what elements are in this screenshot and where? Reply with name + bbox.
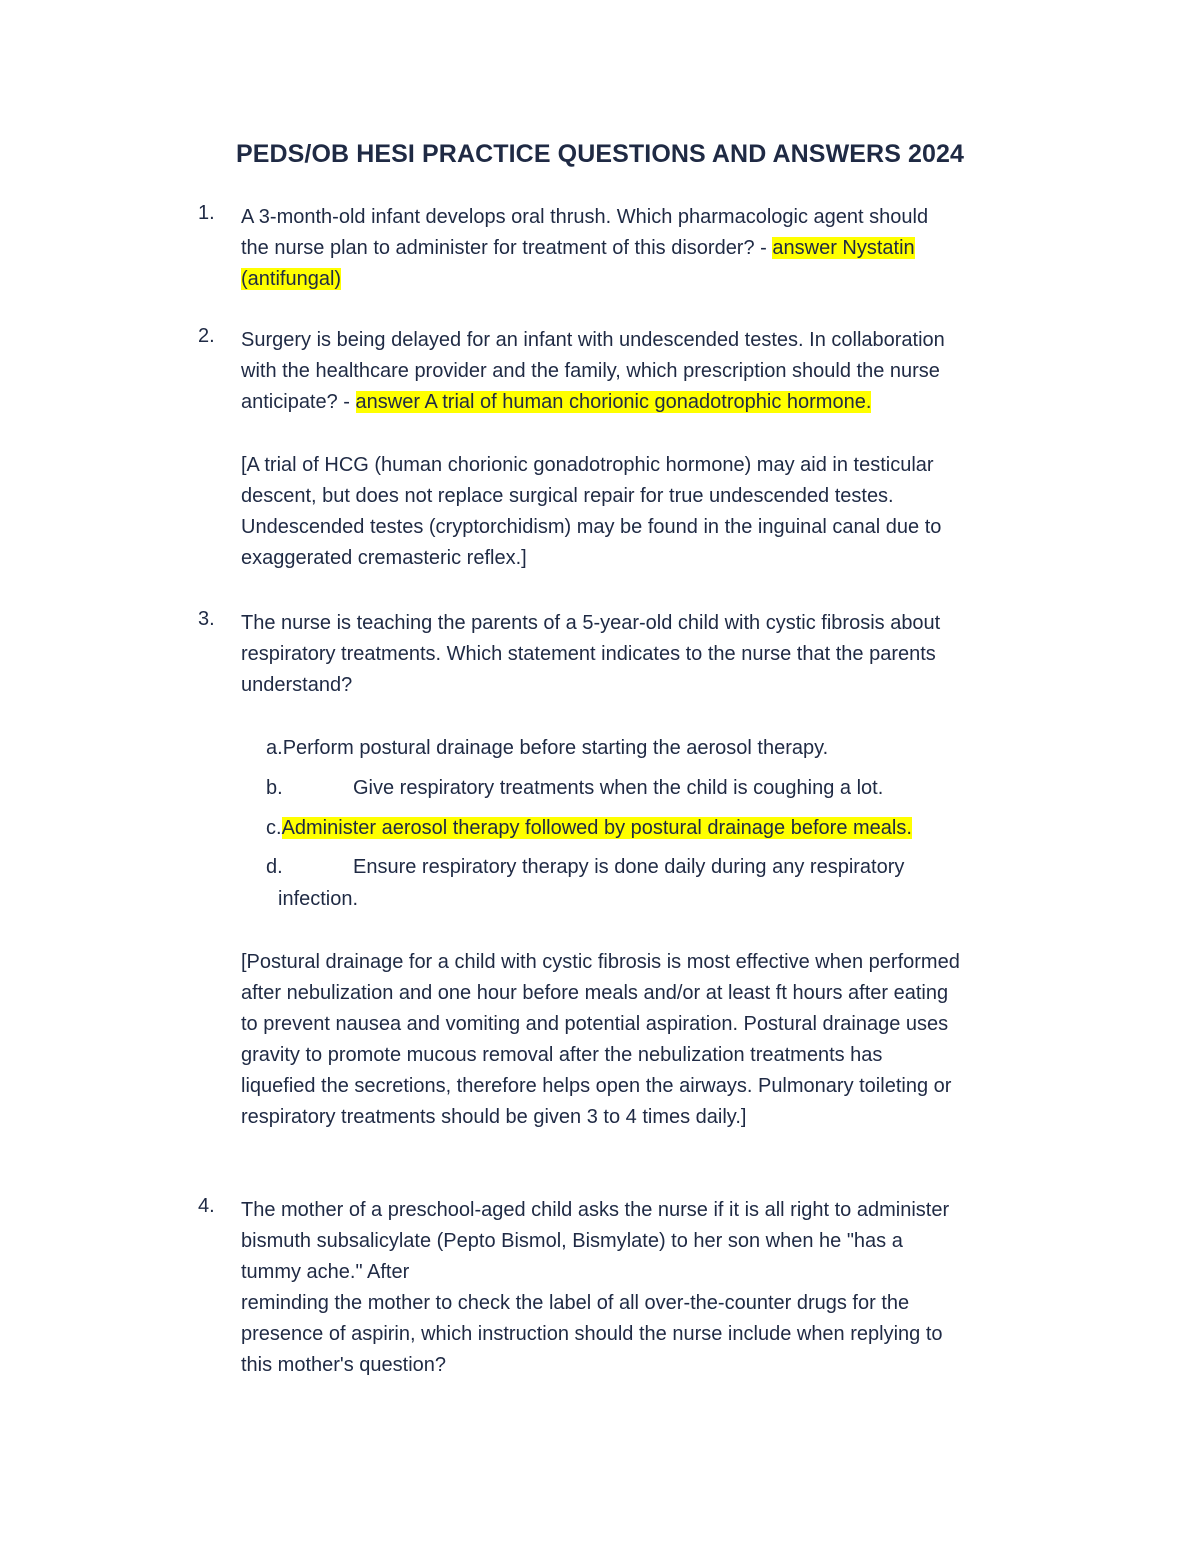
question-2-line-1: Surgery is being delayed for an infant with undescended testes. In collaboration	[241, 329, 945, 351]
document-title: PEDS/OB HESI PRACTICE QUESTIONS AND ANSWERS 2024	[235, 140, 965, 168]
question-1-line-1: A 3-month-old infant develops oral thrush. Which pharmacologic agent should	[241, 206, 929, 228]
question-2-rationale-line-2: descent, but does not replace surgical repair for true undescended testes.	[241, 485, 894, 507]
question-4-line-1: The mother of a preschool-aged child asks the nurse if it is all right to administer	[241, 1199, 950, 1221]
question-2-rationale-line-4: exaggerated cremasteric reflex.]	[241, 547, 527, 569]
question-3-rationale-line-2: after nebulization and one hour before meals and/or at least ft hours after eating	[241, 982, 949, 1004]
question-4-line-3: tummy ache." After	[241, 1261, 410, 1283]
question-3-line-1: The nurse is teaching the parents of a 5-year-old child with cystic fibrosis about	[241, 612, 941, 634]
question-3-line-2: respiratory treatments. Which statement indicates to the nurse that the parents	[241, 643, 936, 665]
question-4	[241, 1195, 1041, 1381]
option-a	[266, 733, 828, 764]
option-a-text: Perform postural drainage before starting the aerosol therapy.	[282, 737, 829, 759]
question-2	[241, 325, 1041, 418]
question-3-rationale	[241, 947, 1041, 1133]
question-1-line-3	[241, 264, 1041, 295]
question-1-line-2-text: the nurse plan to administer for treatment of this disorder? -	[241, 237, 773, 259]
question-3-rationale-line-6: respiratory treatments should be given 3 to 4 times daily.]	[241, 1106, 747, 1128]
option-d-continuation: infection.	[278, 888, 359, 910]
question-4-line-5: presence of aspirin, which instruction should the nurse include when replying to	[241, 1323, 943, 1345]
question-4-line-4: reminding the mother to check the label of all over-the-counter drugs for the	[241, 1292, 910, 1314]
question-3-number: 3.	[198, 608, 215, 630]
option-d-letter: d.	[266, 856, 283, 878]
option-d-text: Ensure respiratory therapy is done daily during any respiratory	[353, 856, 905, 878]
question-2-rationale	[241, 450, 1041, 574]
question-3-rationale-line-4: gravity to promote mucous removal after the nebulization treatments has	[241, 1044, 883, 1066]
question-4-line-2: bismuth subsalicylate (Pepto Bismol, Bismylate) to her son when he "has a	[241, 1230, 903, 1252]
question-1-answer-continued: (antifungal)	[241, 268, 342, 290]
question-3-rationale-line-1: [Postural drainage for a child with cystic fibrosis is most effective when performed	[241, 951, 960, 973]
option-c-text-correct: Administer aerosol therapy followed by postural drainage before meals.	[281, 817, 912, 839]
option-b-letter: b.	[266, 777, 283, 799]
question-3-line-3: understand?	[241, 674, 353, 696]
question-1	[241, 202, 1041, 295]
option-c	[266, 813, 912, 844]
question-1-number: 1.	[198, 202, 215, 224]
option-a-letter: a.	[266, 737, 283, 759]
question-2-line-3	[241, 387, 1041, 418]
question-3	[241, 608, 1041, 701]
question-2-rationale-line-3: Undescended testes (cryptorchidism) may be found in the inguinal canal due to	[241, 516, 942, 538]
question-2-number: 2.	[198, 325, 215, 347]
option-c-letter: c.	[266, 817, 282, 839]
question-1-answer: answer Nystatin	[772, 237, 915, 259]
question-2-line-2: with the healthcare provider and the family, which prescription should the nurse	[241, 360, 940, 382]
question-4-number: 4.	[198, 1195, 215, 1217]
question-4-line-6: this mother's question?	[241, 1354, 447, 1376]
question-2-rationale-line-1: [A trial of HCG (human chorionic gonadotrophic hormone) may aid in testicular	[241, 454, 934, 476]
question-1-line-2	[241, 233, 1041, 264]
question-2-line-3-text: anticipate? -	[241, 391, 356, 413]
option-b-text: Give respiratory treatments when the child is coughing a lot.	[353, 777, 884, 799]
question-2-answer: answer A trial of human chorionic gonadotrophic hormone.	[355, 391, 872, 413]
question-3-rationale-line-3: to prevent nausea and vomiting and potential aspiration. Postural drainage uses	[241, 1013, 949, 1035]
question-3-rationale-line-5: liquefied the secretions, therefore helps open the airways. Pulmonary toileting or	[241, 1075, 952, 1097]
